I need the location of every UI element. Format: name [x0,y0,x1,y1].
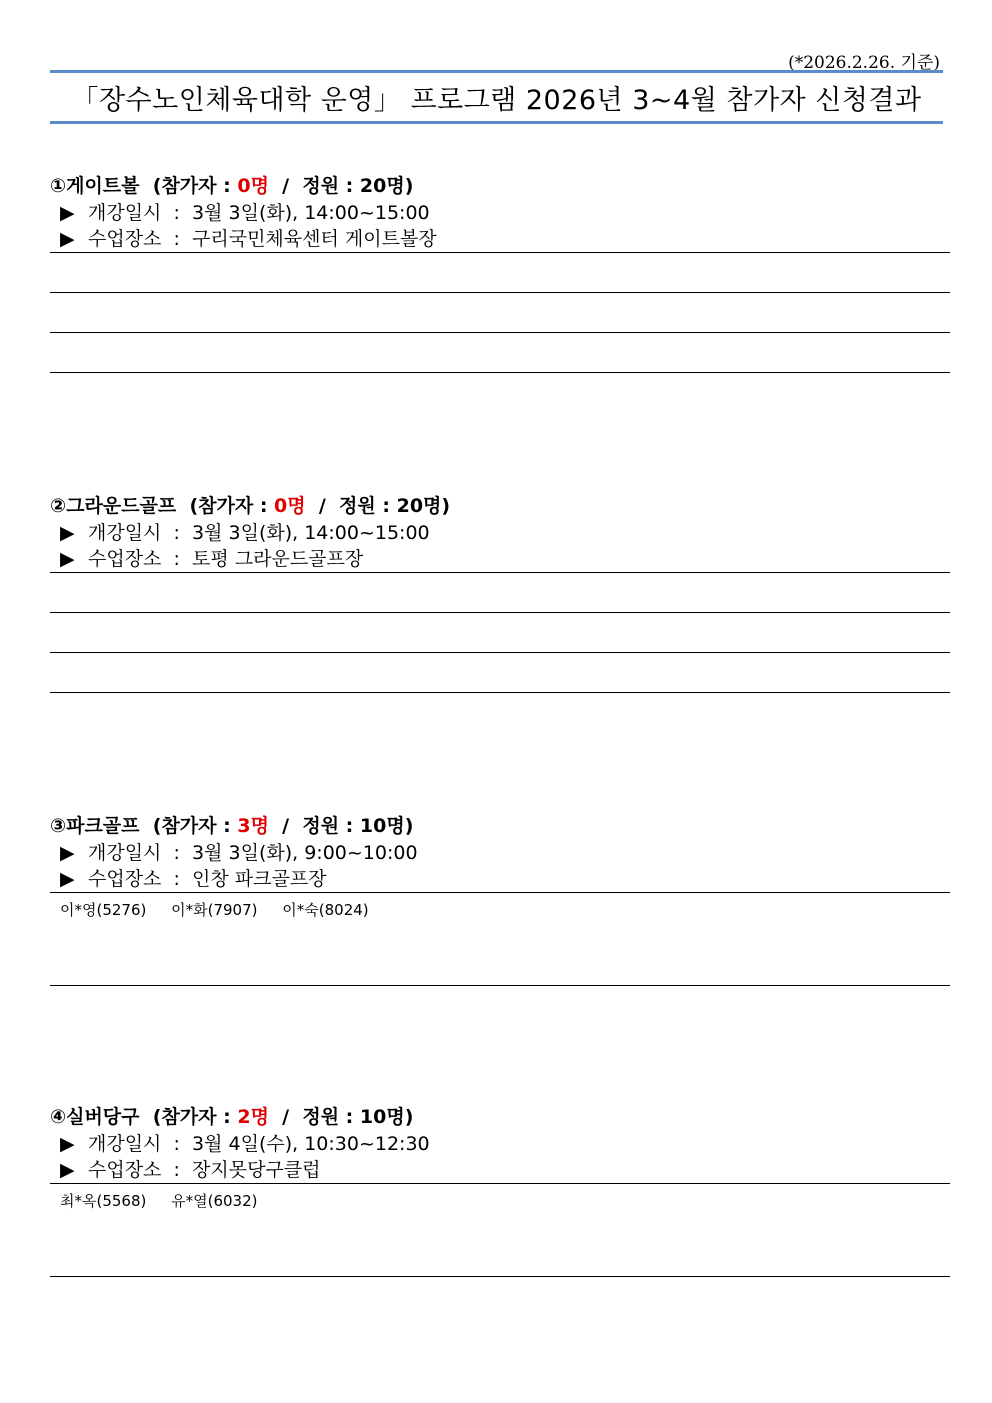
schedule-label: 개강일시 [88,1133,162,1155]
place-value: 장지못당구클럽 [192,1159,321,1181]
arrow-icon: ▶ [60,522,75,544]
schedule-row [50,1131,950,1157]
section-heading: ②그라운드골프 (참가자 : 0명 / 정원 : 20명) [50,495,451,517]
capacity-label: 정원 : [339,495,390,517]
empty-row [50,572,950,612]
participants-label: 참가자 : [161,175,231,197]
place-label: 수업장소 [88,1159,162,1181]
slash-separator: / [282,175,290,197]
arrow-icon: ▶ [60,1133,75,1155]
capacity-label: 정원 : [302,1106,354,1128]
section-number: ③ [50,815,67,837]
place-label: 수업장소 [88,548,162,570]
schedule-label: 개강일시 [88,202,162,224]
capacity-value: 20명 [359,175,405,197]
capacity-value: 20명 [396,495,442,517]
section-ground-golf [50,492,950,693]
participant-list [50,1183,950,1277]
slash-separator: / [282,815,290,837]
place-label: 수업장소 [88,868,162,890]
place-row [50,1157,950,1183]
place-row [50,226,950,252]
participant-name: 이*숙(8024) [282,901,369,919]
slash-separator: / [282,1106,290,1128]
colon: : [173,228,180,250]
section-number: ① [50,175,67,197]
schedule-label: 개강일시 [88,842,162,864]
schedule-value: 3월 3일(화), 14:00~15:00 [192,522,430,544]
empty-row [50,252,950,292]
place-value: 토평 그라운드골프장 [192,548,364,570]
slash-separator: / [318,495,326,517]
section-number: ④ [50,1106,67,1128]
participants-label: 참가자 : [198,495,268,517]
arrow-icon: ▶ [60,1159,75,1181]
section-name: 그라운드골프 [66,495,177,517]
schedule-label: 개강일시 [88,522,162,544]
colon: : [173,202,180,224]
participant-name: 이*화(7907) [171,901,258,919]
section-name: 파크골프 [66,815,140,837]
empty-row [50,332,950,373]
date-note: (*2026.2.26. 기준) [788,53,940,73]
empty-row [50,652,950,693]
schedule-value: 3월 3일(화), 14:00~15:00 [192,202,430,224]
place-value: 구리국민체육센터 게이트볼장 [192,228,437,250]
participant-name: 유*열(6032) [171,1192,258,1210]
colon: : [173,868,180,890]
schedule-row [50,520,950,546]
arrow-icon: ▶ [60,202,75,224]
participants-label: 참가자 : [161,815,231,837]
place-label: 수업장소 [88,228,162,250]
capacity-label: 정원 : [302,815,354,837]
arrow-icon: ▶ [60,868,75,890]
participant-list [50,892,950,986]
schedule-row [50,840,950,866]
capacity-value: 10명 [359,1106,405,1128]
participants-label: 참가자 : [161,1106,231,1128]
colon: : [173,548,180,570]
schedule-row [50,200,950,226]
section-number: ② [50,495,67,517]
section-silver-billiards [50,1103,950,1277]
title-box [50,70,943,124]
section-park-golf [50,812,950,986]
section-heading: ④실버당구 (참가자 : 2명 / 정원 : 10명) [50,1106,414,1128]
section-heading: ①게이트볼 (참가자 : 0명 / 정원 : 20명) [50,175,414,197]
participant-count: 2명 [237,1106,269,1128]
participant-count: 3명 [237,815,269,837]
schedule-value: 3월 4일(수), 10:30~12:30 [192,1133,430,1155]
page-title: 「장수노인체육대학 운영」 프로그램 2026년 3~4월 참가자 신청결과 [71,84,922,116]
colon: : [173,842,180,864]
arrow-icon: ▶ [60,228,75,250]
participant-count: 0명 [274,495,306,517]
participant-name: 최*옥(5568) [60,1192,147,1210]
section-name: 게이트볼 [66,175,140,197]
section-gateball [50,172,950,373]
section-name: 실버당구 [66,1106,140,1128]
colon: : [173,1159,180,1181]
place-row [50,546,950,572]
section-heading: ③파크골프 (참가자 : 3명 / 정원 : 10명) [50,815,414,837]
colon: : [173,522,180,544]
arrow-icon: ▶ [60,842,75,864]
participant-name: 이*영(5276) [60,901,147,919]
capacity-value: 10명 [359,815,405,837]
capacity-label: 정원 : [302,175,354,197]
participant-count: 0명 [237,175,269,197]
empty-row [50,292,950,332]
arrow-icon: ▶ [60,548,75,570]
colon: : [173,1133,180,1155]
empty-row [50,612,950,652]
place-row [50,866,950,892]
place-value: 인창 파크골프장 [192,868,327,890]
schedule-value: 3월 3일(화), 9:00~10:00 [192,842,418,864]
